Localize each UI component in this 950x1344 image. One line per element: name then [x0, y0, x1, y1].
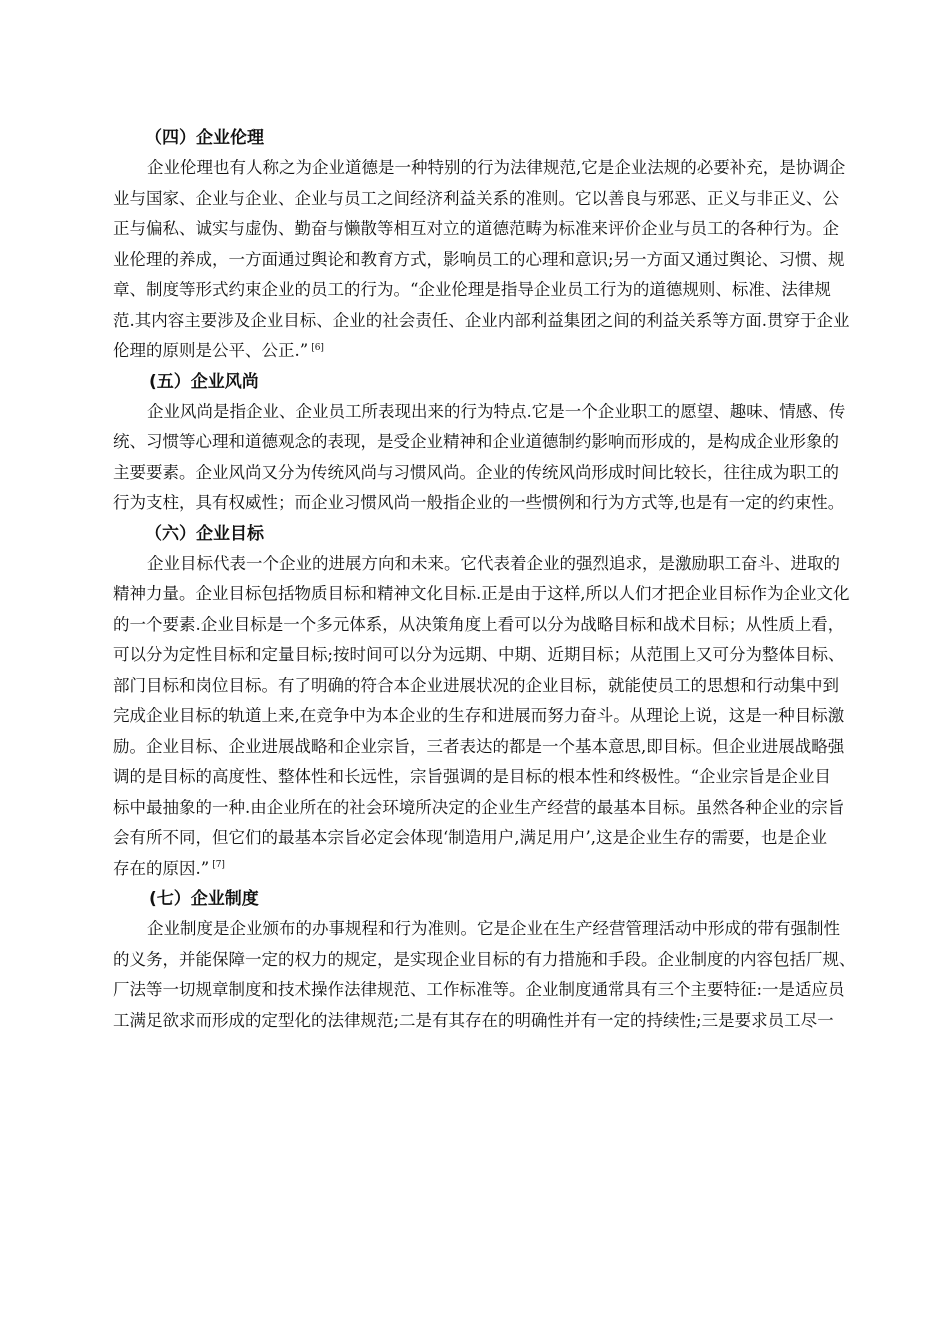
text-line: 标中最抽象的一种.由企业所在的社会环境所决定的企业生产经营的最基本目标。虽然各种企业的宗旨 [113, 797, 845, 817]
text-line: 可以分为定性目标和定量目标;按时间可以分为远期、中期、近期目标；从范围上又可分为整体目标、 [113, 645, 845, 664]
paragraph-ethics [113, 153, 863, 367]
text-line: 会有所不同，但它们的最基本宗旨必定会体现‘制造用户,满足用户’,这是企业生存的需要，也是企业 [113, 828, 827, 847]
text-line: 业与国家、企业与企业、企业与员工之间经济利益关系的准则。它以善良与邪恶、正义与非正义、公 [113, 188, 839, 208]
text-line-with-citation [113, 336, 863, 367]
text-line: 企业制度是企业颁布的办事规程和行为准则。它是企业在生产经营管理活动中形成的带有强制性 [147, 919, 840, 938]
text-line: 存在的原因.” [113, 858, 210, 878]
text-line: 企业伦理也有人称之为企业道德是一种特别的行为法律规范,它是企业法规的必要补充，是协调企 [147, 158, 846, 177]
section-heading-system: (七）企业制度 [149, 889, 259, 909]
text-line: 正与偏私、诚实与虚伪、勤奋与懒散等相互对立的道德范畴为标准来评价企业与员工的各种行为。企 [113, 219, 839, 238]
text-line: 厂法等一切规章制度和技术操作法律规范、工作标准等。企业制度通常具有三个主要特征:一是适应员 [113, 980, 845, 999]
citation-marker: [6] [311, 342, 324, 353]
text-line: 主要要素。企业风尚又分为传统风尚与习惯风尚。企业的传统风尚形成时间比较长，往往成为职工的 [113, 462, 839, 482]
section-heading-goals: （六）企业目标 [145, 523, 264, 544]
paragraph-custom [113, 397, 863, 519]
text-line: 范.其内容主要涉及企业目标、企业的社会责任、企业内部利益集团之间的利益关系等方面.贯穿于企业 [113, 310, 850, 330]
text-line: 章、制度等形式约束企业的员工的行为。“企业伦理是指导企业员工行为的道德规则、标准、法律规 [113, 280, 831, 299]
text-line: 伦理的原则是公平、公正.” [113, 341, 309, 360]
text-line: 行为支柱，具有权威性；而企业习惯风尚一般指企业的一些惯例和行为方式等,也是有一定的约束性。 [113, 493, 845, 512]
text-line: 励。企业目标、企业进展战略和企业宗旨，三者表达的都是一个基本意思,即目标。但企业进展战略强 [113, 736, 845, 756]
document-body [113, 123, 863, 1036]
text-line: 统、习惯等心理和道德观念的表现，是受企业精神和企业道德制约影响而形成的，是构成企业形象的 [113, 432, 839, 451]
text-line: 的义务，并能保障一定的权力的规定，是实现企业目标的有力措施和手段。企业制度的内容包括厂规、 [113, 949, 856, 969]
paragraph-system [113, 914, 863, 1036]
text-line: 完成企业目标的轨道上来,在竞争中为本企业的生存和进展而努力奋斗。从理论上说，这是一种目标激 [113, 706, 845, 725]
citation-marker: [7] [212, 860, 225, 870]
paragraph-goals [113, 549, 863, 885]
section-heading-custom: (五）企业风尚 [149, 371, 259, 392]
text-line: 企业目标代表一个企业的进展方向和未来。它代表着企业的强烈追求，是激励职工奋斗、进取的 [147, 553, 840, 573]
text-line: 工满足欲求而形成的定型化的法律规范;二是有其存在的明确性并有一定的持续性;三是要求员工尽一 [113, 1010, 834, 1030]
text-line-with-citation [113, 854, 863, 885]
text-line: 精神力量。企业目标包括物质目标和精神文化目标.正是由于这样,所以人们才把企业目标作为企业文化 [113, 584, 850, 603]
text-line: 业伦理的养成，一方面通过舆论和教育方式，影响员工的心理和意识;另一方面又通过舆论、习惯、规 [113, 249, 845, 269]
text-line: 企业风尚是指企业、企业员工所表现出来的行为特点.它是一个企业职工的愿望、趣味、情感、传 [147, 401, 846, 421]
section-heading-ethics: （四）企业伦理 [145, 128, 264, 148]
text-line: 部门目标和岗位目标。有了明确的符合本企业进展状况的企业目标，就能使员工的思想和行动集中到 [113, 675, 839, 695]
text-line: 的一个要素.企业目标是一个多元体系，从决策角度上看可以分为战略目标和战术目标；从性质上看， [113, 614, 845, 634]
text-line: 调的是目标的高度性、整体性和长远性，宗旨强调的是目标的根本性和终极性。“企业宗旨是企业目 [113, 767, 831, 786]
